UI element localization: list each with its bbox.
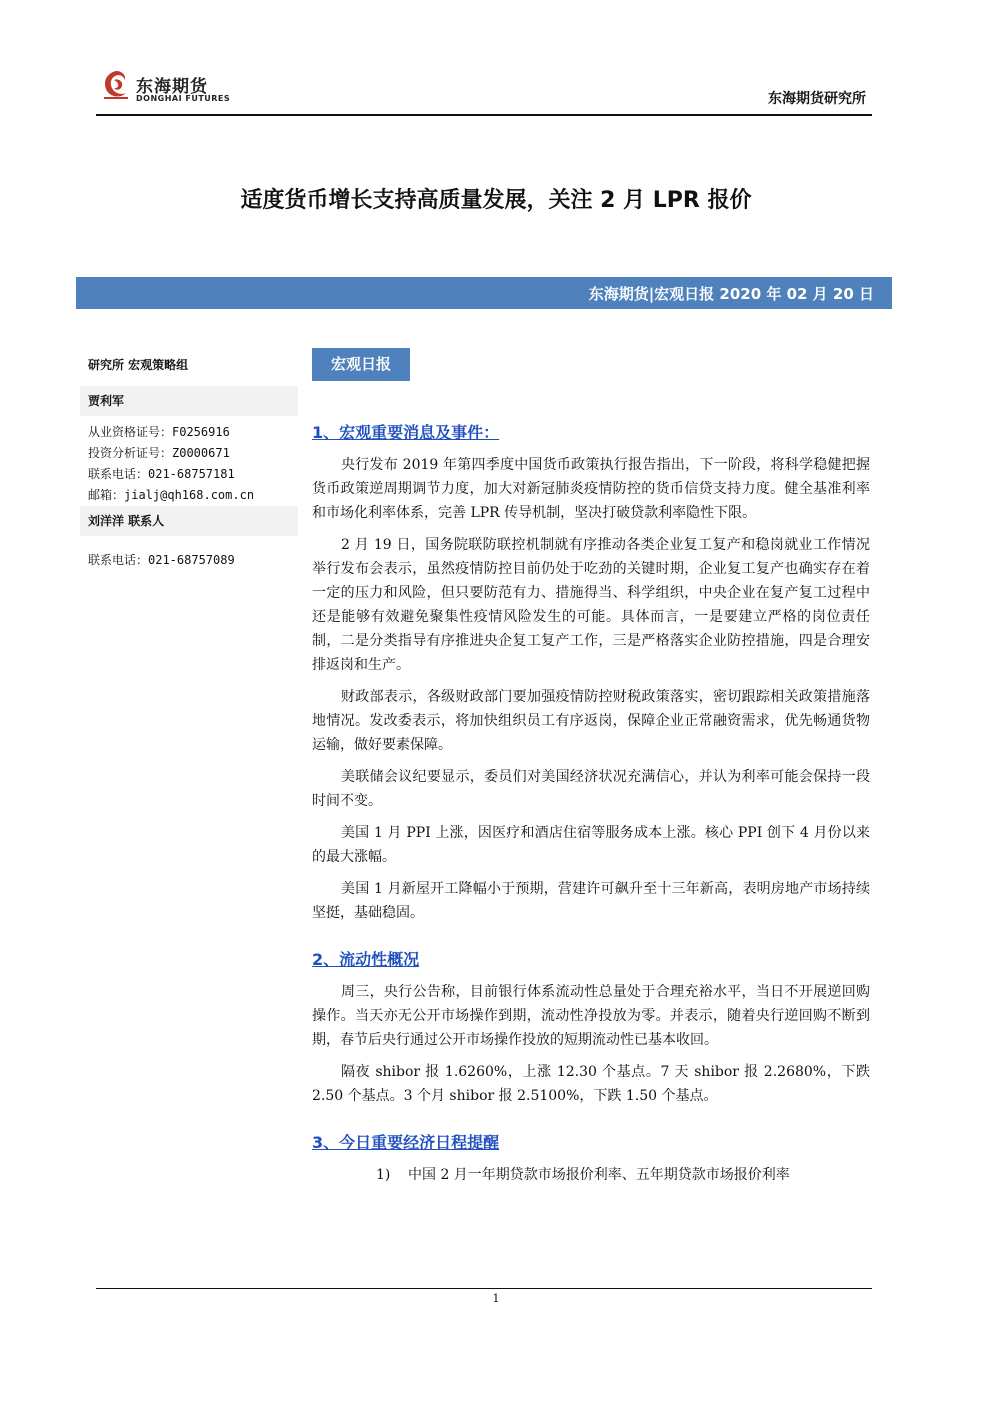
section-heading-calendar: 3、今日重要经济日程提醒 [312, 1133, 500, 1152]
paragraph: 财政部表示，各级财政部门要加强疫情防控财税政策落实，密切跟踪相关政策措施落地情况。发改委表示，将加快组织员工有序返岗，保障企业正常融资需求，优先畅通货物运输，做好要素保障。 [312, 689, 870, 753]
footer-divider [96, 1288, 872, 1289]
dept-label: 研究所 宏观策略组 [88, 358, 189, 372]
institute-name: 东海期货研究所 [768, 91, 866, 107]
paragraph: 美国 1 月 PPI 上涨，因医疗和酒店住宿等服务成本上涨。核心 PPI 创下 4 月份以来的最大涨幅。 [312, 825, 870, 865]
paragraph: 隔夜 shibor 报 1.6260%，上涨 12.30 个基点。7 天 shibor 报 2.2680%，下跌 2.50 个基点。3 个月 shibor 报 2.5100%，下跌 1.50 个基点。 [312, 1064, 870, 1104]
section-heading-liquidity: 2、流动性概况 [312, 950, 420, 969]
list-text: 中国 2 月一年期贷款市场报价利率、五年期贷款市场报价利率 [408, 1167, 790, 1183]
contact-name: 刘洋洋 联系人 [80, 506, 298, 536]
logo [100, 68, 240, 108]
author-phone: 联系电话：021-68757181 [88, 467, 235, 481]
report-banner [76, 277, 892, 309]
logo-text-cn: 东海期货 [136, 77, 208, 97]
logo-mark-icon [100, 68, 132, 104]
report-body [312, 420, 870, 1187]
paragraph: 美联储会议纪要显示，委员们对美国经济状况充满信心，并认为利率可能会保持一段时间不变。 [312, 769, 870, 809]
paragraph: 美国 1 月新屋开工降幅小于预期，营建许可飙升至十三年新高，表明房地产市场持续坚挺，基础稳固。 [312, 881, 870, 921]
list-item [312, 1163, 870, 1187]
list-number: 1) [376, 1167, 391, 1183]
report-title: 适度货币增长支持高质量发展，关注 2 月 LPR 报价 [240, 188, 752, 213]
logo-text-en: DONGHAI FUTURES [136, 94, 231, 103]
author-qualification: 从业资格证号：F0256916 [88, 425, 230, 439]
author-email[interactable]: 邮箱：jialj@qh168.com.cn [88, 488, 255, 502]
page-number: 1 [492, 1292, 500, 1305]
author-sidebar [80, 350, 298, 571]
paragraph: 央行发布 2019 年第四季度中国货币政策执行报告指出，下一阶段，将科学稳健把握货币政策逆周期调节力度，加大对新冠肺炎疫情防控的货币信贷支持力度。健全基准利率和市场化利率体系，完善 LPR 传导机制，坚决打破贷款利率隐性下限。 [312, 457, 870, 521]
report-type-tag: 宏观日报 [312, 348, 410, 381]
author-analyst-id: 投资分析证号：Z0000671 [88, 446, 230, 460]
paragraph: 2 月 19 日，国务院联防联控机制就有序推动各类企业复工复产和稳岗就业工作情况举行发布会表示，虽然疫情防控目前仍处于吃劲的关键时期，企业复工复产也确实存在着一定的压力和风险，但只要防范有力、措施得当、科学组织，中央企业在复产复工过程中还是能够有效避免聚集性疫情风险发生的可能。具体而言，一是要建立严格的岗位责任制，二是分类指导有序推进央企复工复产工作，三是严格落实企业防控措施，四是合理安排返岗和生产。 [312, 537, 870, 673]
author-name: 贾利军 [80, 386, 298, 416]
page-header [96, 62, 872, 116]
contact-phone: 联系电话：021-68757089 [88, 553, 235, 567]
section-heading-news: 1、宏观重要消息及事件： [312, 423, 500, 442]
paragraph: 周三，央行公告称，目前银行体系流动性总量处于合理充裕水平，当日不开展逆回购操作。当天亦无公开市场操作到期，流动性净投放为零。并表示，随着央行逆回购不断到期，春节后央行通过公开市场操作投放的短期流动性已基本收回。 [312, 984, 870, 1048]
banner-text: 东海期货|宏观日报 2020 年 02 月 20 日 [588, 285, 874, 303]
